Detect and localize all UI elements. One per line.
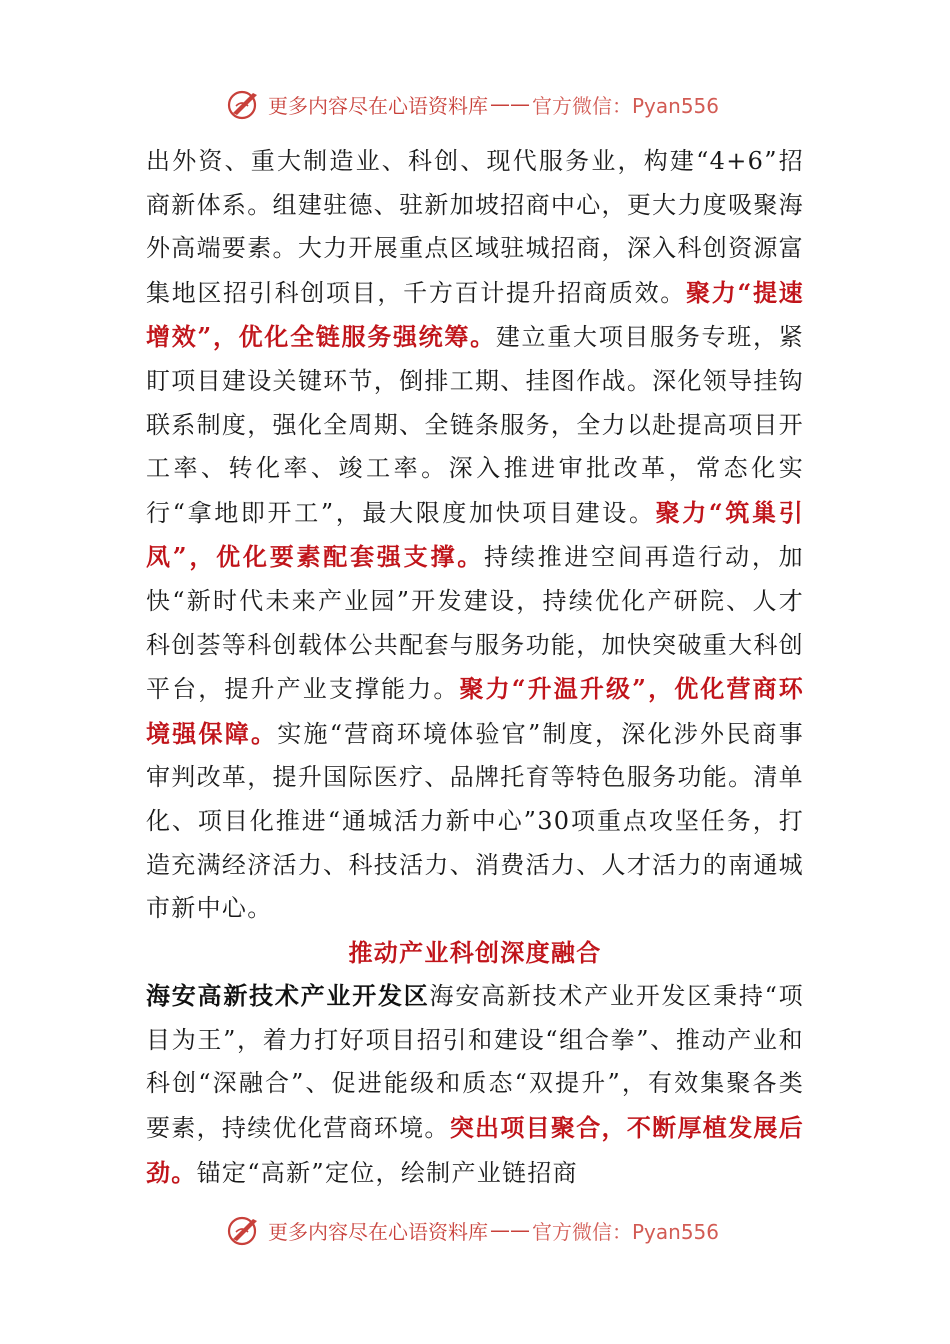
para1-text-1: 出外资、重大制造业、科创、现代服务业，构建“4+6”招商新体系。组建驻德、驻新加坡招商中心，更大力度吸聚海外高端要素。大力开展重点区域驻城招商，深入科创资源富集地区招引科创项目，千方百计提升招商质效。 [146,147,804,307]
pen-logo-icon [226,1212,262,1248]
document-body [146,140,804,1195]
paragraph-1 [146,140,804,931]
banner-wechat: 官方微信：Pyan556 [532,1219,720,1244]
paragraph-2 [146,974,804,1195]
banner-text: 更多内容尽在心语资料库 [268,93,488,118]
footer-banner [226,1210,719,1250]
banner-text: 更多内容尽在心语资料库 [268,1219,488,1244]
banner-wechat: 官方微信：Pyan556 [532,93,720,118]
para1-text-4: 实施“营商环境体验官”制度，深化涉外民商事审判改革，提升国际医疗、品牌托育等特色服务功能。清单化、项目化推进“通城活力新中心”30项重点攻坚任务，打造充满经济活力、科技活力、消费活力、人才活力的南通城市新中心。 [146,719,804,923]
banner-separator: —— [490,1218,530,1242]
para2-lead: 海安高新技术产业开发区 [146,981,430,1011]
para1-text-3: 持续推进空间再造行动，加快“新时代未来产业园”开发建设，持续优化产研院、人才科创荟等科创载体公共配套与服务功能，加快突破重大科创平台，提升产业支撑能力。 [146,543,804,704]
section-heading: 推动产业科创深度融合 [348,937,602,967]
para1-highlight-2: 聚力“筑巢引凤”，优化要素配套强支撑。 [146,497,804,572]
header-banner [226,84,719,124]
para2-text-2: 锚定“高新”定位，绘制产业链招商 [196,1158,578,1187]
pen-logo-icon [226,86,262,122]
para2-text-1: 海安高新技术产业开发区秉持“项目为王”，着力打好项目招引和建设“组合拳”、推动产业和科创“深融合”、促进能级和质态“双提升”，有效集聚各类要素，持续优化营商环境。 [146,982,804,1143]
para1-highlight-1: 聚力“提速增效”，优化全链服务强统筹。 [146,277,804,352]
para2-highlight-1: 突出项目聚合，不断厚植发展后劲。 [146,1113,804,1187]
para1-text-2: 建立重大项目服务专班，紧盯项目建设关键环节，倒排工期、挂图作战。深化领导挂钩联系制度，强化全周期、全链条服务，全力以赴提高项目开工率、转化率、竣工率。深入推进审批改革，常态化实行“拿地即开工”，最大限度加快项目建设。 [146,323,804,527]
banner-separator: —— [490,92,530,116]
para1-highlight-3: 聚力“升温升级”，优化营商环境强保障。 [146,674,804,748]
